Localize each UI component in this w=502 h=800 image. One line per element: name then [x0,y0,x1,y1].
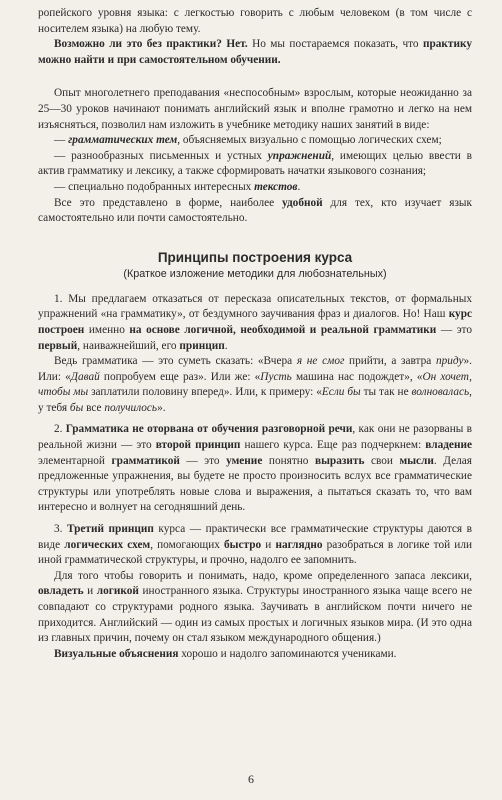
emph-term: овладеть [38,585,84,598]
emph-example: волновалась [411,386,470,399]
emph-term: Визуальные объяснения [54,647,179,660]
paragraph-visual [38,647,472,663]
text-segment: 2. [54,423,66,436]
text-segment: ». Или: « [38,355,472,383]
list-item-texts [38,180,472,196]
emph-term: логикой [96,585,139,598]
section-subheading: (Краткое изложение методики для любознательных) [123,267,387,280]
emph-term: принцип [179,339,225,352]
paragraph-intro: ропейского уровня языка: с легкостью говорить с любым человеком (в том числе с носителем языка) на любую тему. [38,7,472,35]
page-number: 6 [248,772,254,786]
emph-example: приду [435,355,464,368]
emph-term: Грамматика не оторвана от обучения разговорной речи [65,423,353,436]
paragraph-experience: Опыт многолетнего преподавания «неспособным» взрослым, которые неожиданно за 25—30 уроков начинают понимать английский язык и вполне грамотно и легко на нем изъясняться, позволил нам изложить в учебнике методику наших занятий в виде: [38,87,472,131]
text-segment: Для того чтобы говорить и понимать, надо, кроме определенного запаса лексики, [54,569,472,582]
emph-term: быстро [224,538,262,551]
text-segment: Но мы постараемся показать, что [247,38,423,51]
text-segment: — разнообразных письменных и устных [54,149,268,162]
emph-example: бы [69,401,84,414]
emph-term: курс построен [38,308,472,336]
emph-term: грамматикой [111,454,180,467]
text-segment: . Делая предложенные упражнения, вы будете не просто произносить вслух все грамматические структуры или употреблять новые слова и выражения, а пытаться сказать то, что вам интересно и волнует на сегодняшний день. [38,454,473,514]
text-segment: . [297,180,301,193]
paragraph-principle-2 [38,422,472,516]
text-segment: и [83,585,97,598]
list-item-exercises [38,149,472,180]
paragraph-principle-1 [38,292,472,354]
emph-term: текстов [254,180,298,193]
text-segment: ». [157,401,166,414]
text-segment: нашего курса. Еще раз подчеркнем: [240,439,426,452]
paragraph-grammar-examples [38,354,472,416]
text-segment: курса — практически все грамматические структуры даются в виде [38,523,473,551]
emph-term: Третий принцип [67,523,154,536]
emph-example: Он хочет, чтобы мы [38,370,472,399]
emph-term: второй принцип [155,439,241,452]
emph-term: на основе логичной, необходимой и реальной грамматики [129,323,437,336]
emph-term: наглядно [275,538,323,551]
text-segment: иностранного языка. Структуры иностранного языка чаще всего не совпадают со структурами родного языка. Заучивать в английском почти ничего не приходится. Английский — один из самых простых и логичных языков мира. (И это одна из главных причин, почему он стал языком международного общения.) [38,585,472,645]
text-segment: свои [364,454,400,467]
emph-example: Если бы [321,386,361,399]
text-segment: понятно [262,454,316,467]
text-segment: и [261,538,276,551]
text-segment: ты так не [360,386,412,399]
text-segment: элементарной [38,454,112,467]
paragraph-convenient [38,196,472,227]
emph-answer: Нет. [226,38,248,51]
text-segment: Ведь грамматика — это суметь сказать: «Вчера [54,355,297,368]
text-segment: — [54,134,69,147]
emph-example: Давай [70,370,100,383]
emph-practice: практику можно найти и при самостоятельном обучении. [38,38,472,66]
section-heading: Принципы построения курса [157,249,353,265]
paragraph-practice [38,37,472,68]
emph-term: выразить [315,454,365,467]
emph-term: мысли [399,454,434,467]
text-segment: , объясняемых визуально с помощью логических схем; [177,134,442,147]
paragraph-logic [38,569,472,647]
emph-term: грамматических тем [68,134,178,147]
text-segment: — специально подобранных интересных [54,180,255,193]
emph-example: получилось [104,401,158,414]
text-segment: прийти, а завтра [344,355,436,368]
text-segment: 1. Мы предлагаем отказаться от пересказа описательных текстов, от формальных упражнений «на грамматику», от бездумного заучивания фраз и диалогов. Но! Наш [38,292,472,321]
text-segment: , имеющих целью ввести в актив грамматику и лексику, а также сформировать начатки языкового сознания; [38,149,472,178]
text-segment: Все это представлено в форме, наиболее [54,196,283,209]
text-segment: — это [179,454,227,467]
emph-term: упражнений [267,149,332,162]
text-segment: — это [436,323,472,336]
text-segment: попробуем еще раз». Или же: « [99,370,261,383]
text-segment: , как они не разорваны в реальной жизни — это [38,423,472,452]
text-segment: . [224,339,228,352]
text-segment: , у тебя [38,386,472,414]
paragraph-principle-3 [38,522,472,569]
text-segment: разобраться в логике той или иной грамматической структуры, и прочно, надолго ее запомнить. [38,538,472,567]
text-segment: машина нас подождет», « [291,370,423,383]
emph-term: умение [226,454,263,467]
emph-term: удобной [282,196,323,209]
list-item-grammar-topics [38,133,472,149]
text-segment: для тех, кто изучает язык самостоятельно или почти самостоятельно. [38,196,472,225]
emph-term: владение [425,439,472,452]
emph-question: Возможно ли это без практики? [54,38,222,51]
text-segment: заплатили половину вперед». Или, к примеру: « [88,386,322,399]
emph-example: я не смог [296,355,345,368]
text-segment: 3. [54,523,68,536]
emph-example: Пусть [260,370,292,383]
emph-term: первый [38,339,78,352]
emph-term: логических схем [64,538,151,551]
text-segment: , наиважнейший, его [77,339,180,352]
text-segment: хорошо и надолго запоминаются учениками. [178,647,397,660]
text-segment: все [83,401,105,414]
text-segment: именно [84,323,130,336]
text-segment: , помогающих [150,538,225,551]
